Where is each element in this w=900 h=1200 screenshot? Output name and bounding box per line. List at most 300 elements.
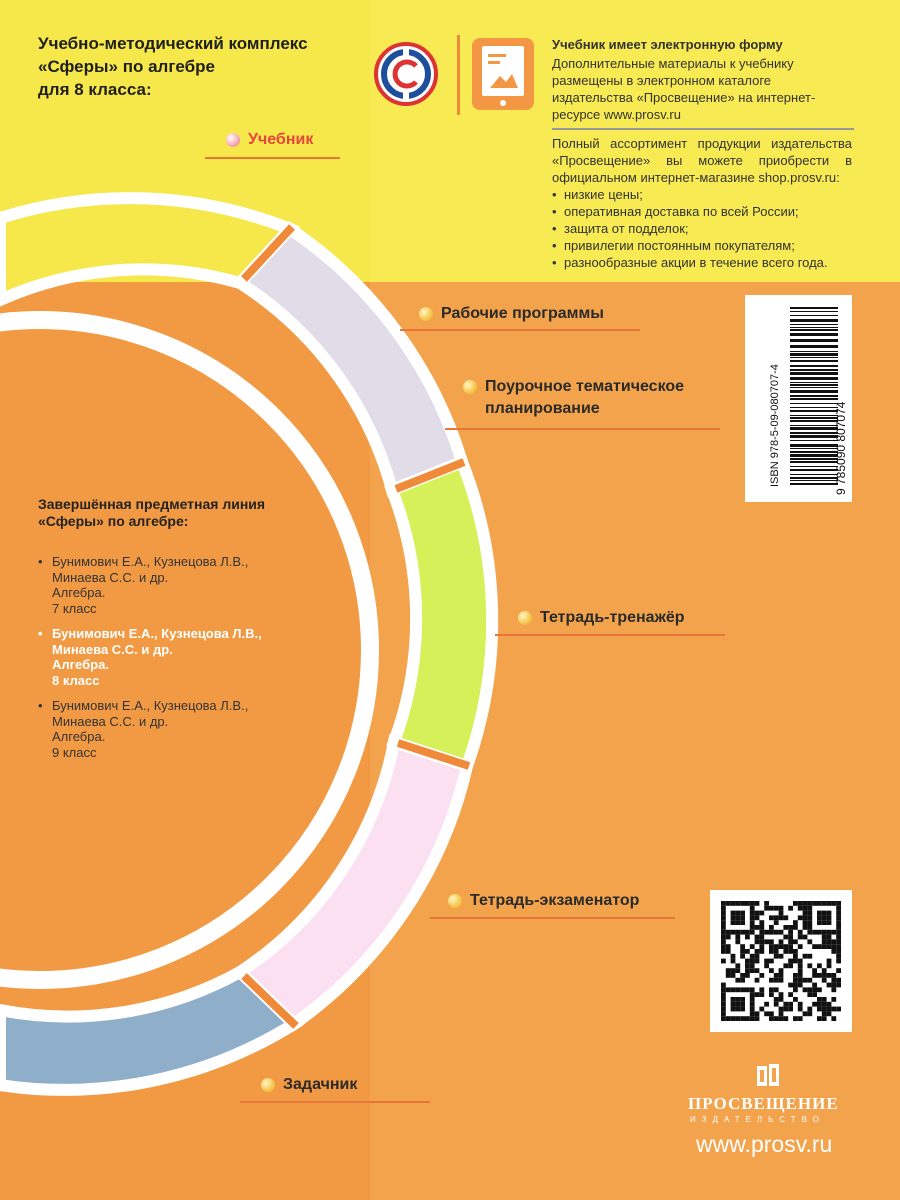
qr-module [788,949,793,954]
qr-module [721,1002,726,1007]
qr-module [759,992,764,997]
qr-module [779,968,784,973]
qr-module [807,992,812,997]
qr-module [831,930,836,935]
component-underline [400,329,640,331]
qr-module [764,1011,769,1016]
list-item: • низкие цены; [552,186,828,203]
barcode-bar [790,407,838,408]
qr-module [731,1016,736,1021]
component-label: Тетрадь-тренажёр [540,609,685,626]
barcode-bar [790,466,838,467]
qr-module [822,920,827,925]
qr-module [731,973,736,978]
barcode-bar [790,357,838,358]
qr-module [836,920,841,925]
barcode-digits: 9 785090 807074 [834,401,848,495]
barcode-bar [790,440,838,441]
qr-module [807,925,812,930]
qr-module [745,963,750,968]
qr-module [798,973,803,978]
component-lesson-planning [485,376,684,420]
barcode-bar [790,333,838,336]
qr-module [726,973,731,978]
qr-module [769,992,774,997]
qr-module [788,983,793,988]
qr-module [759,911,764,916]
qr-module [740,911,745,916]
barcode-bar [790,448,838,449]
qr-module [827,1007,832,1012]
qr-module [779,911,784,916]
qr-module [807,901,812,906]
qr-module [793,939,798,944]
barcode-bar [790,483,838,485]
qr-module [779,978,784,983]
qr-module [827,915,832,920]
qr-module [783,963,788,968]
qr-module [769,968,774,973]
qr-module [803,935,808,940]
qr-module [745,1016,750,1021]
qr-module [731,915,736,920]
qr-module [793,983,798,988]
qr-module [731,959,736,964]
component-label: Поурочное тематическое [485,378,685,395]
qr-module [779,954,784,959]
qr-module [822,901,827,906]
qr-module [836,939,841,944]
qr-module [793,1016,798,1021]
qr-module [735,939,740,944]
qr-module [812,968,817,973]
barcode-bar [790,403,838,404]
qr-module [788,1002,793,1007]
qr-module [831,944,836,949]
qr-module [827,930,832,935]
qr-module [769,987,774,992]
qr-module [755,911,760,916]
qr-module [774,973,779,978]
qr-module [759,949,764,954]
barcode-bar [790,398,838,400]
qr-module [798,978,803,983]
list-item: • защита от подделок; [552,220,828,237]
qr-module [793,925,798,930]
qr-module [731,920,736,925]
qr-module [798,963,803,968]
qr-module [731,954,736,959]
qr-module [726,987,731,992]
barcode-bar [790,387,838,388]
barcode-bar [790,395,838,397]
qr-module [769,939,774,944]
qr-module [726,1016,731,1021]
qr-module [817,930,822,935]
qr-module [726,901,731,906]
qr-module [735,987,740,992]
qr-module [735,978,740,983]
qr-module [731,911,736,916]
qr-module [750,987,755,992]
qr-module [812,930,817,935]
qr-module [817,1007,822,1012]
qr-module [764,939,769,944]
barcode-bar [790,384,838,386]
component-label: планирование [485,400,600,417]
qr-module [836,944,841,949]
qr-module [735,915,740,920]
electronic-form-heading: Учебник имеет электронную форму [552,37,783,52]
qr-module [822,997,827,1002]
isbn-text: ISBN 978-5-09-080707-4 [769,364,781,487]
qr-module [759,973,764,978]
qr-module [807,954,812,959]
qr-module [827,939,832,944]
qr-module [735,997,740,1002]
qr-module [822,939,827,944]
qr-module [755,992,760,997]
qr-module [817,901,822,906]
component-work-programs [441,303,604,325]
qr-module [827,963,832,968]
qr-module [793,959,798,964]
qr-module [745,935,750,940]
qr-module [774,997,779,1002]
list-item-current: • Бунимович Е.А., Кузнецова Л.В., Минаева С.С. и др. Алгебра. 8 класс [38,626,262,688]
qr-module [779,1016,784,1021]
barcode-bar [790,432,838,434]
list-item: • оперативная доставка по всей России; [552,203,828,220]
barcode-bar [790,415,838,416]
qr-module [827,959,832,964]
qr-module [774,1016,779,1021]
barcode-bar [790,425,838,426]
qr-module [740,1007,745,1012]
component-label: Тетрадь-экзаменатор [470,892,640,909]
qr-module [750,954,755,959]
qr-module [827,911,832,916]
qr-module [731,1002,736,1007]
qr-module [822,1002,827,1007]
qr-module [793,949,798,954]
component-problem-book [283,1074,357,1096]
qr-module [721,906,726,911]
series-title [38,32,308,101]
qr-module [788,930,793,935]
qr-module [831,939,836,944]
qr-module [798,915,803,920]
qr-module [807,963,812,968]
qr-module [817,963,822,968]
qr-module [721,915,726,920]
qr-module [726,968,731,973]
qr-module [721,987,726,992]
barcode-bar [790,307,838,309]
qr-module [726,930,731,935]
isbn-barcode [745,295,852,502]
qr-module [783,925,788,930]
qr-module [827,983,832,988]
qr-module [788,939,793,944]
component-examiner-workbook [470,890,639,912]
barcode-icon [745,295,852,502]
qr-module [755,978,760,983]
qr-module [750,944,755,949]
qr-module [779,1007,784,1012]
barcode-bar [790,477,838,479]
qr-module [750,1016,755,1021]
qr-module [735,1002,740,1007]
qr-module [793,954,798,959]
component-label: Рабочие программы [441,305,604,322]
qr-module [779,906,784,911]
qr-module [740,997,745,1002]
component-label: Задачник [283,1076,358,1093]
qr-module [759,925,764,930]
qr-module [807,1007,812,1012]
qr-module [745,987,750,992]
qr-module [822,973,827,978]
qr-module [745,930,750,935]
qr-module [788,959,793,964]
qr-module [731,901,736,906]
qr-module [769,1011,774,1016]
qr-module [779,992,784,997]
qr-module [755,949,760,954]
qr-module [769,959,774,964]
qr-module [750,1002,755,1007]
qr-module [803,901,808,906]
barcode-bar [790,451,838,453]
qr-module [750,959,755,964]
qr-module [788,1007,793,1012]
qr-module [755,901,760,906]
qr-code [710,890,852,1032]
bullet-icon [419,307,433,321]
barcode-bar [790,410,838,412]
qr-module [831,978,836,983]
qr-module [721,959,726,964]
barcode-bar [790,420,838,422]
qr-module [721,920,726,925]
barcode-bar [790,474,838,475]
qr-module [779,973,784,978]
qr-module [726,944,731,949]
qr-module [721,930,726,935]
qr-module [750,920,755,925]
qr-module [735,968,740,973]
qr-module [740,987,745,992]
qr-module [783,935,788,940]
qr-module [788,963,793,968]
qr-module [803,1011,808,1016]
qr-module [750,915,755,920]
subject-line-books [38,554,262,770]
qr-module [759,935,764,940]
subject-line-title: Завершённая предметная линия «Сферы» по алгебре: [38,496,266,529]
qr-module [759,987,764,992]
list-item: • Бунимович Е.А., Кузнецова Л.В., Минаева С.С. и др. Алгебра. 7 класс [38,554,262,616]
qr-module [827,1011,832,1016]
qr-module [822,1011,827,1016]
qr-module [735,911,740,916]
qr-module [731,930,736,935]
qr-module [783,1007,788,1012]
barcode-bar [790,311,838,312]
qr-module [774,954,779,959]
qr-module [731,997,736,1002]
barcode-bar [790,454,838,457]
component-label: Учебник [248,131,314,148]
qr-module [788,925,793,930]
bullet-icon [448,894,462,908]
qr-module [731,968,736,973]
qr-module [750,968,755,973]
qr-module [721,944,726,949]
qr-module [836,906,841,911]
qr-module [798,983,803,988]
publisher-website[interactable]: www.prosv.ru [696,1131,833,1157]
qr-module [750,997,755,1002]
qr-module [759,1007,764,1012]
component-underline [430,917,675,919]
barcode-bar [790,417,838,419]
qr-module [798,901,803,906]
qr-module [798,1016,803,1021]
qr-module [812,944,817,949]
publisher-name: ПРОСВЕЩЕНИЕ [688,1094,839,1113]
barcode-bar [790,345,838,348]
qr-module [788,935,793,940]
qr-module [726,949,731,954]
qr-module [769,925,774,930]
qr-module [822,930,827,935]
qr-module [755,1016,760,1021]
component-trainer-workbook [540,607,685,629]
qr-module [812,901,817,906]
qr-module [812,973,817,978]
qr-module [817,920,822,925]
qr-module [740,973,745,978]
qr-module [740,915,745,920]
barcode-bar [790,315,838,316]
qr-module [807,1011,812,1016]
qr-module [793,987,798,992]
qr-module [817,997,822,1002]
qr-module [822,911,827,916]
qr-module [798,959,803,964]
qr-module [793,901,798,906]
qr-module [798,930,803,935]
qr-module [750,1007,755,1012]
qr-module [817,944,822,949]
e-textbook-icon [472,38,534,110]
qr-module [822,1016,827,1021]
barcode-bar [790,377,838,380]
qr-module [755,935,760,940]
qr-module [836,930,841,935]
qr-module [745,968,750,973]
qr-module [721,901,726,906]
qr-module [836,901,841,906]
qr-module [774,949,779,954]
qr-module [827,935,832,940]
barcode-bar [790,339,838,342]
qr-module [807,939,812,944]
qr-module [740,901,745,906]
bullet-icon [226,133,240,147]
qr-module [745,949,750,954]
qr-module [774,906,779,911]
qr-module [731,1007,736,1012]
barcode-bar [790,444,838,447]
barcode-bar [790,372,838,375]
qr-module [803,925,808,930]
qr-module [755,954,760,959]
qr-module [721,939,726,944]
qr-module [836,915,841,920]
qr-module [836,978,841,983]
qr-module [735,920,740,925]
qr-module [759,939,764,944]
qr-module [769,949,774,954]
qr-module [822,978,827,983]
qr-module [807,906,812,911]
qr-module [750,901,755,906]
barcode-bar [790,382,838,383]
qr-module [721,911,726,916]
barcode-bar [790,329,838,331]
qr-module [807,920,812,925]
qr-module [721,1016,726,1021]
barcode-bar [790,461,838,463]
qr-module [774,920,779,925]
spheres-logo-icon [372,40,440,108]
series-title-line: для 8 класса: [38,80,152,99]
qr-module [783,1002,788,1007]
qr-module [822,968,827,973]
qr-module [807,915,812,920]
list-item: • привилегии постоянным покупателям; [552,237,828,254]
qr-module [769,930,774,935]
qr-module [755,968,760,973]
qr-module [740,944,745,949]
qr-module [827,973,832,978]
qr-module [779,944,784,949]
ring-segment-problems [0,972,294,1090]
qr-module [750,911,755,916]
qr-module [803,987,808,992]
qr-module [807,911,812,916]
qr-module [836,925,841,930]
qr-module [803,911,808,916]
shop-benefits-list [552,186,828,271]
qr-module [803,915,808,920]
qr-module [798,906,803,911]
qr-module [721,925,726,930]
qr-module [836,959,841,964]
qr-module [822,1007,827,1012]
qr-module [831,1007,836,1012]
qr-module [793,973,798,978]
component-underline [240,1101,430,1103]
qr-module [812,983,817,988]
qr-module [779,997,784,1002]
header-divider [457,35,460,115]
qr-module [788,992,793,997]
publisher-logo-icon [755,1062,781,1088]
